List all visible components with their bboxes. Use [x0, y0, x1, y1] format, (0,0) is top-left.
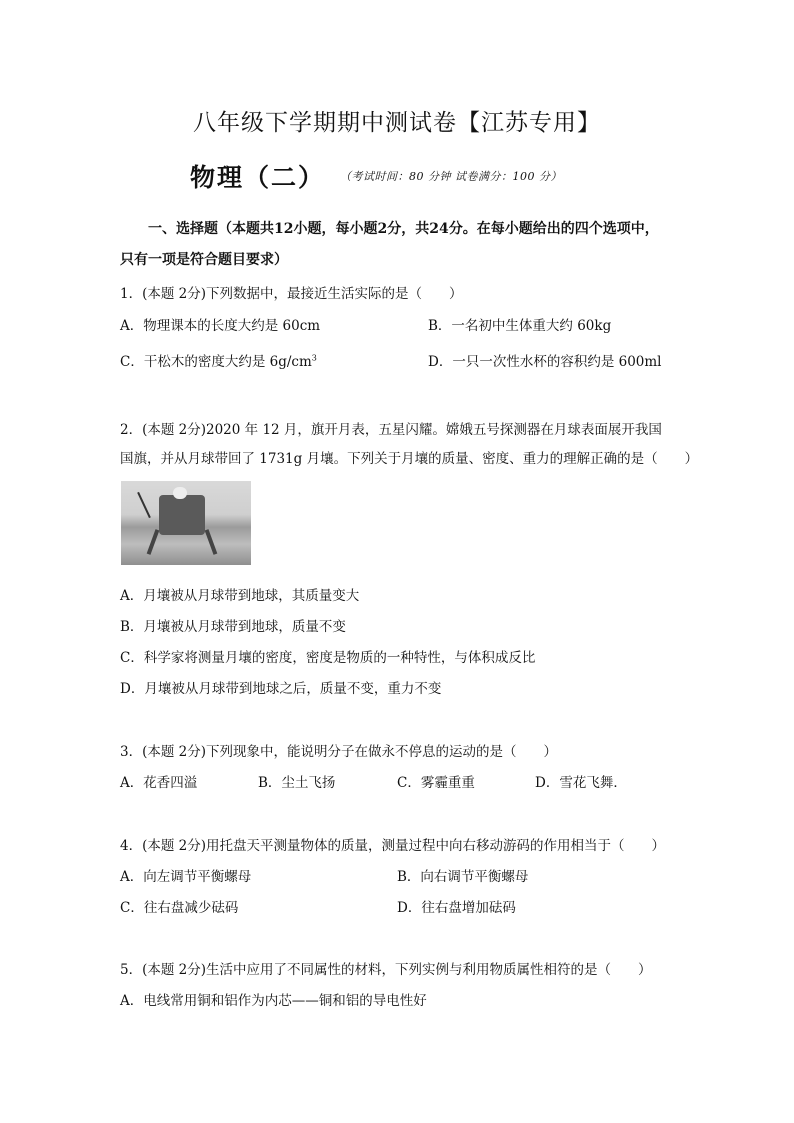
question-4-option-d: D．往右盘增加砝码: [397, 900, 516, 916]
question-3-option-a: A．花香四溢: [120, 775, 198, 791]
section-heading-line1: 一、选择题（本题共12小题，每小题2分，共24分。在每小题给出的四个选项中，: [148, 221, 659, 237]
question-1-option-c-text: C．干松木的密度大约是 6g/cm: [120, 354, 312, 370]
section-heading-line2: 只有一项是符合题目要求）: [120, 252, 288, 268]
page-title: 八年级下学期期中测试卷【江苏专用】: [193, 110, 601, 136]
cubic-superscript: 3: [311, 353, 317, 363]
question-1-option-b: B．一名初中生体重大约 60kg: [428, 318, 612, 334]
question-1-option-d: D．一只一次性水杯的容积约是 600ml: [428, 354, 662, 370]
question-1-stem: 1．(本题 2分)下列数据中，最接近生活实际的是（ ）: [120, 286, 463, 302]
question-4-option-b: B．向右调节平衡螺母: [397, 869, 529, 885]
question-4-option-c: C．往右盘减少砝码: [120, 900, 239, 916]
question-5-stem: 5．(本题 2分)生活中应用了不同属性的材料，下列实例与利用物质属性相符的是（ ）: [120, 962, 652, 978]
question-2-stem-line2: 国旗，并从月球带回了 1731g 月壤。下列关于月壤的质量、密度、重力的理解正确的是（ ）: [120, 451, 699, 467]
lunar-lander-photo: [121, 481, 251, 565]
question-3-stem: 3．(本题 2分)下列现象中，能说明分子在做永不停息的运动的是（ ）: [120, 744, 558, 760]
question-2-option-d: D．月壤被从月球带到地球之后，质量不变，重力不变: [120, 681, 442, 697]
question-3-option-b: B．尘土飞扬: [258, 775, 336, 791]
question-2-option-c: C．科学家将测量月壤的密度，密度是物质的一种特性，与体积成反比: [120, 650, 536, 666]
question-2-stem-line1: 2．(本题 2分)2020 年 12 月，旗开月表，五星闪耀。嫦娥五号探测器在月球表面展开我国: [120, 422, 662, 438]
question-3-option-d: D．雪花飞舞．: [535, 775, 627, 791]
subject-subtitle: 物理（二）: [190, 163, 326, 192]
question-3-option-c: C．雾霾重重: [397, 775, 475, 791]
question-5-option-a: A．电线常用铜和铝作为内芯——铜和铝的导电性好: [120, 993, 427, 1009]
question-2-option-a: A．月壤被从月球带到地球，其质量变大: [120, 588, 360, 604]
question-2-option-b: B．月壤被从月球带到地球，质量不变: [120, 619, 346, 635]
exam-info: （考试时间：80 分钟 试卷满分：100 分）: [340, 170, 562, 183]
question-4-option-a: A．向左调节平衡螺母: [120, 869, 252, 885]
question-1-option-a: A．物理课本的长度大约是 60cm: [120, 318, 321, 334]
question-4-stem: 4．(本题 2分)用托盘天平测量物体的质量，测量过程中向右移动游码的作用相当于（ ）: [120, 838, 666, 854]
question-1-option-c: [120, 350, 317, 370]
